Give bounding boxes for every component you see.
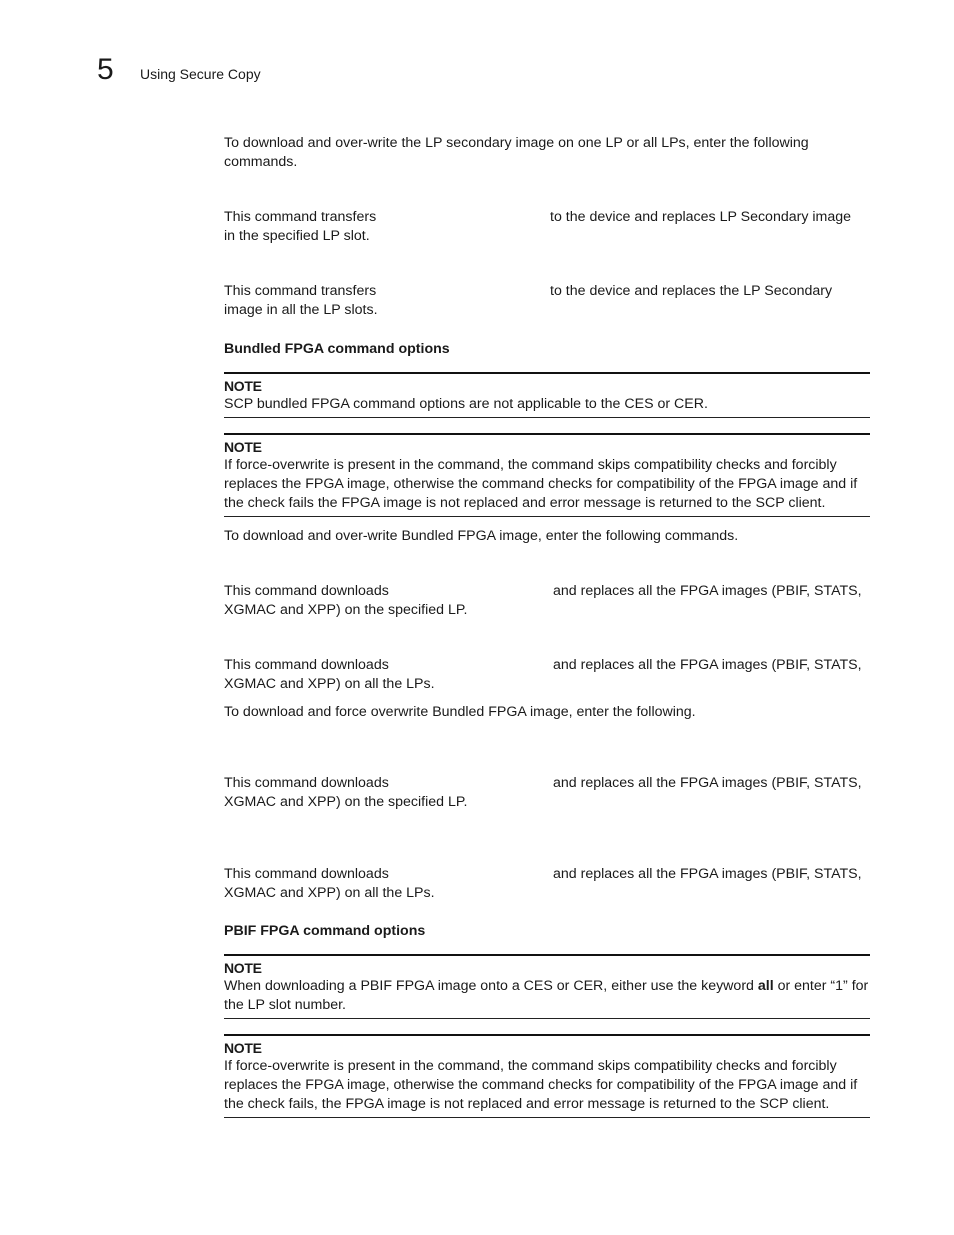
bundled-force-intro: To download and force overwrite Bundled FPGA image, enter the following. [224,704,696,720]
bundled-desc2-wrap: XGMAC and XPP) on all the LPs. [224,676,435,692]
note-label: NOTE [224,439,262,455]
chapter-title: Using Secure Copy [140,66,261,82]
note-text: If force-overwrite is present in the command, the command skips compatibility checks and forcibly replaces the FPGA image, otherwise the command checks for compatibility of the FPGA image and if the check fails the FPGA image is not replaced and error message is returned to the SCP client. [224,457,858,511]
lp-secondary-desc1-wrap: in the specified LP slot. [224,228,370,244]
note-top-rule [224,1034,870,1036]
lp-secondary-intro: To download and over-write the LP secondary image on one LP or all LPs, enter the following commands. [224,135,809,170]
bundled-desc2-start: This command downloads [224,657,389,673]
note-label: NOTE [224,378,262,394]
note-bottom-rule [224,1117,870,1118]
note-top-rule [224,433,870,435]
note-text-before: When downloading a PBIF FPGA image onto a CES or CER, either use the keyword [224,978,758,994]
bundled-intro: To download and over-write Bundled FPGA image, enter the following commands. [224,528,739,544]
note-text-after: or enter “1” for the LP slot number. [224,978,869,1013]
bundled-desc4-wrap: XGMAC and XPP) on all the LPs. [224,885,435,901]
note-bottom-rule [224,1018,870,1019]
bundled-desc1-start: This command downloads [224,583,389,599]
note-text: If force-overwrite is present in the command, the command skips compatibility checks and forcibly replaces the FPGA image, otherwise the command checks for compatibility of the FPGA image and if the check fails, the FPGA image is not replaced and error message is returned to the SCP client. [224,1058,858,1112]
pbif-fpga-heading: PBIF FPGA command options [224,923,426,939]
bundled-desc4-start: This command downloads [224,866,389,882]
lp-secondary-desc1-start: This command transfers [224,209,377,225]
bundled-fpga-heading: Bundled FPGA command options [224,341,450,357]
bundled-desc3-wrap: XGMAC and XPP) on the specified LP. [224,794,468,810]
lp-secondary-desc2-end: to the device and replaces the LP Secondary [550,283,833,299]
lp-secondary-desc2-start: This command transfers [224,283,377,299]
lp-secondary-desc1-end: to the device and replaces LP Secondary image [550,209,852,225]
note-top-rule [224,954,870,956]
bundled-desc3-start: This command downloads [224,775,389,791]
note-text [224,977,870,1015]
note-label: NOTE [224,1040,262,1056]
note-label: NOTE [224,960,262,976]
bundled-desc3-end: and replaces all the FPGA images (PBIF, STATS, [553,775,862,791]
keyword-all: all [757,978,774,994]
note-bottom-rule [224,417,870,418]
bundled-desc1-end: and replaces all the FPGA images (PBIF, STATS, [553,583,862,599]
bundled-desc2-end: and replaces all the FPGA images (PBIF, STATS, [553,657,862,673]
note-bottom-rule [224,516,870,517]
bundled-desc1-wrap: XGMAC and XPP) on the specified LP. [224,602,468,618]
bundled-desc4-end: and replaces all the FPGA images (PBIF, STATS, [553,866,862,882]
note-top-rule [224,372,870,374]
lp-secondary-desc2-wrap: image in all the LP slots. [224,302,378,318]
chapter-number: 5 [97,53,114,86]
note-text: SCP bundled FPGA command options are not applicable to the CES or CER. [224,396,708,412]
